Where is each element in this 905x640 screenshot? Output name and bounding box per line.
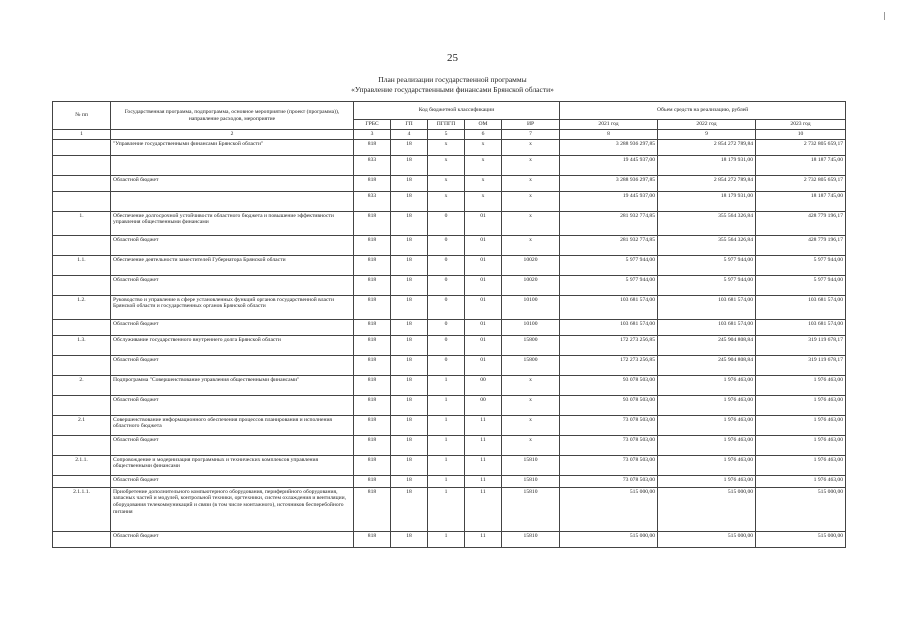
table-row xyxy=(53,435,846,455)
code-ir: х xyxy=(502,191,560,211)
row-name: Совершенствование информационного обеспечения процессов планирования и исполнения областного бюджета xyxy=(111,415,354,435)
amount-2022: 2 854 272 789,84 xyxy=(658,139,756,155)
table-row xyxy=(53,255,846,275)
amount-2021: 3 288 936 297,85 xyxy=(560,139,658,155)
page-number: 25 xyxy=(447,52,458,64)
header-2023: 2023 год xyxy=(756,120,846,130)
code-ppgp: х xyxy=(428,155,465,175)
amount-2023: 5 977 944,00 xyxy=(756,275,846,295)
code-ir: 15810 xyxy=(502,487,560,531)
row-name: Обслуживание государственного внутреннего долга Брянской области xyxy=(111,335,354,355)
code-om: 11 xyxy=(465,415,502,435)
amount-2023: 1 976 463,00 xyxy=(756,395,846,415)
header-ppgp: ПГПГП xyxy=(428,120,465,130)
code-ir: 15800 xyxy=(502,335,560,355)
table-row xyxy=(53,355,846,375)
row-number xyxy=(53,395,111,415)
code-ppgp: 0 xyxy=(428,295,465,319)
code-gp: 18 xyxy=(391,211,428,235)
code-ir: 15810 xyxy=(502,475,560,487)
row-name: Областной бюджет xyxy=(111,435,354,455)
row-name: Подпрограмма "Совершенствование управления общественными финансами" xyxy=(111,375,354,395)
amount-2021: 73 078 503,00 xyxy=(560,415,658,435)
amount-2023: 2 732 805 659,17 xyxy=(756,139,846,155)
row-number xyxy=(53,155,111,175)
code-ir: 15810 xyxy=(502,531,560,547)
code-om: 01 xyxy=(465,295,502,319)
code-ir: 15810 xyxy=(502,455,560,475)
code-ppgp: 1 xyxy=(428,531,465,547)
amount-2021: 103 681 574,00 xyxy=(560,295,658,319)
header-2021: 2021 год xyxy=(560,120,658,130)
code-ppgp: 0 xyxy=(428,211,465,235)
row-number: 1.2. xyxy=(53,295,111,319)
code-om: 01 xyxy=(465,355,502,375)
table-row xyxy=(53,235,846,255)
code-gp: 18 xyxy=(391,395,428,415)
code-grbs: 818 xyxy=(354,375,391,395)
code-grbs: 818 xyxy=(354,435,391,455)
amount-2021: 172 273 256,85 xyxy=(560,355,658,375)
column-number: 6 xyxy=(465,130,502,140)
column-number: 9 xyxy=(658,130,756,140)
code-grbs: 818 xyxy=(354,295,391,319)
code-ppgp: 1 xyxy=(428,455,465,475)
table-row xyxy=(53,319,846,335)
amount-2021: 73 078 503,00 xyxy=(560,455,658,475)
code-ir: 10020 xyxy=(502,255,560,275)
amount-2022: 1 976 463,00 xyxy=(658,415,756,435)
table-row xyxy=(53,139,846,155)
code-grbs: 818 xyxy=(354,175,391,191)
code-gp: 18 xyxy=(391,531,428,547)
row-name: Областной бюджет xyxy=(111,531,354,547)
code-gp: 18 xyxy=(391,175,428,191)
code-grbs: 818 xyxy=(354,139,391,155)
row-number: 2. xyxy=(53,375,111,395)
code-om: 01 xyxy=(465,211,502,235)
code-gp: 18 xyxy=(391,319,428,335)
amount-2021: 5 977 944,00 xyxy=(560,275,658,295)
row-name: Руководство и управление в сфере установленных функций органов государственной власти Брянской области и государственных органов Брянской области xyxy=(111,295,354,319)
header-code-group: Код бюджетной классификации xyxy=(354,102,560,120)
row-name: Обеспечение деятельности заместителей Губернатора Брянской области xyxy=(111,255,354,275)
code-om: 00 xyxy=(465,395,502,415)
amount-2021: 93 078 503,00 xyxy=(560,395,658,415)
code-ppgp: х xyxy=(428,139,465,155)
row-name: "Управление государственными финансами Брянской области" xyxy=(111,139,354,155)
code-om: х xyxy=(465,155,502,175)
row-name: Областной бюджет xyxy=(111,475,354,487)
row-name: Областной бюджет xyxy=(111,355,354,375)
amount-2021: 515 000,00 xyxy=(560,531,658,547)
code-gp: 18 xyxy=(391,475,428,487)
row-number: 2.1 xyxy=(53,415,111,435)
row-number xyxy=(53,319,111,335)
row-number xyxy=(53,275,111,295)
column-number: 10 xyxy=(756,130,846,140)
code-om: 01 xyxy=(465,255,502,275)
amount-2023: 18 187 745,00 xyxy=(756,191,846,211)
code-ir: х xyxy=(502,211,560,235)
amount-2022: 1 976 463,00 xyxy=(658,435,756,455)
amount-2022: 103 681 574,00 xyxy=(658,295,756,319)
plan-table xyxy=(52,101,846,548)
code-grbs: 818 xyxy=(354,415,391,435)
amount-2022: 355 564 326,84 xyxy=(658,235,756,255)
code-gp: 18 xyxy=(391,335,428,355)
code-ppgp: 1 xyxy=(428,395,465,415)
amount-2022: 18 179 931,00 xyxy=(658,191,756,211)
amount-2023: 428 779 196,17 xyxy=(756,235,846,255)
amount-2021: 19 445 937,00 xyxy=(560,155,658,175)
amount-2022: 245 904 808,84 xyxy=(658,355,756,375)
code-gp: 18 xyxy=(391,487,428,531)
amount-2022: 1 976 463,00 xyxy=(658,455,756,475)
code-ppgp: х xyxy=(428,175,465,191)
amount-2022: 2 854 272 789,84 xyxy=(658,175,756,191)
code-om: 01 xyxy=(465,335,502,355)
amount-2021: 73 078 503,00 xyxy=(560,435,658,455)
code-ppgp: 1 xyxy=(428,475,465,487)
code-om: 11 xyxy=(465,455,502,475)
code-gp: 18 xyxy=(391,355,428,375)
amount-2023: 2 732 805 659,17 xyxy=(756,175,846,191)
code-ir: х xyxy=(502,435,560,455)
amount-2022: 245 904 808,84 xyxy=(658,335,756,355)
code-om: х xyxy=(465,191,502,211)
code-grbs: 818 xyxy=(354,487,391,531)
code-gp: 18 xyxy=(391,155,428,175)
amount-2021: 172 273 256,85 xyxy=(560,335,658,355)
row-name: Областной бюджет xyxy=(111,275,354,295)
amount-2023: 515 000,00 xyxy=(756,531,846,547)
amount-2021: 281 932 774,85 xyxy=(560,211,658,235)
code-ppgp: 0 xyxy=(428,319,465,335)
amount-2022: 1 976 463,00 xyxy=(658,475,756,487)
code-gp: 18 xyxy=(391,139,428,155)
amount-2021: 3 288 936 297,85 xyxy=(560,175,658,191)
code-gp: 18 xyxy=(391,235,428,255)
column-number: 7 xyxy=(502,130,560,140)
code-ppgp: 1 xyxy=(428,487,465,531)
row-number xyxy=(53,435,111,455)
amount-2023: 319 119 678,17 xyxy=(756,335,846,355)
row-name: Областной бюджет xyxy=(111,395,354,415)
table-row xyxy=(53,155,846,175)
row-number xyxy=(53,235,111,255)
amount-2022: 103 681 574,00 xyxy=(658,319,756,335)
header-ir: ИР xyxy=(502,120,560,130)
code-grbs: 833 xyxy=(354,191,391,211)
row-number xyxy=(53,531,111,547)
column-number: 4 xyxy=(391,130,428,140)
code-ppgp: 0 xyxy=(428,235,465,255)
code-ir: х xyxy=(502,415,560,435)
table-row xyxy=(53,275,846,295)
code-grbs: 818 xyxy=(354,335,391,355)
amount-2023: 18 187 745,00 xyxy=(756,155,846,175)
code-grbs: 818 xyxy=(354,211,391,235)
code-gp: 18 xyxy=(391,435,428,455)
code-ir: х xyxy=(502,175,560,191)
code-ir: 10100 xyxy=(502,295,560,319)
row-number: 1.1. xyxy=(53,255,111,275)
row-number: 1.3. xyxy=(53,335,111,355)
code-grbs: 818 xyxy=(354,275,391,295)
amount-2023: 1 976 463,00 xyxy=(756,455,846,475)
amount-2023: 515 000,00 xyxy=(756,487,846,531)
code-gp: 18 xyxy=(391,255,428,275)
code-om: 11 xyxy=(465,487,502,531)
code-ir: х xyxy=(502,235,560,255)
code-grbs: 818 xyxy=(354,455,391,475)
amount-2021: 73 078 503,00 xyxy=(560,475,658,487)
amount-2023: 1 976 463,00 xyxy=(756,415,846,435)
amount-2022: 1 976 463,00 xyxy=(658,395,756,415)
code-om: 11 xyxy=(465,531,502,547)
column-number: 5 xyxy=(428,130,465,140)
amount-2021: 103 681 574,00 xyxy=(560,319,658,335)
code-grbs: 818 xyxy=(354,531,391,547)
table-row xyxy=(53,211,846,235)
header-om: ОМ xyxy=(465,120,502,130)
table-row xyxy=(53,295,846,319)
code-gp: 18 xyxy=(391,375,428,395)
code-ppgp: х xyxy=(428,191,465,211)
row-name xyxy=(111,191,354,211)
scan-mark xyxy=(884,12,885,20)
code-om: 11 xyxy=(465,475,502,487)
code-gp: 18 xyxy=(391,455,428,475)
code-ir: х xyxy=(502,155,560,175)
amount-2022: 355 564 326,84 xyxy=(658,211,756,235)
code-grbs: 818 xyxy=(354,395,391,415)
code-grbs: 833 xyxy=(354,155,391,175)
amount-2023: 319 119 678,17 xyxy=(756,355,846,375)
code-ppgp: 0 xyxy=(428,275,465,295)
code-gp: 18 xyxy=(391,415,428,435)
amount-2022: 5 977 944,00 xyxy=(658,275,756,295)
code-om: 01 xyxy=(465,275,502,295)
code-ppgp: 0 xyxy=(428,255,465,275)
row-number: 1. xyxy=(53,211,111,235)
document-title-line-2: «Управление государственными финансами Брянской области» xyxy=(351,85,554,94)
amount-2021: 5 977 944,00 xyxy=(560,255,658,275)
code-ir: х xyxy=(502,395,560,415)
code-om: 01 xyxy=(465,235,502,255)
header-amount-group: Объем средств на реализацию, рублей xyxy=(560,102,846,120)
code-grbs: 818 xyxy=(354,319,391,335)
header-name: Государственная программа, подпрограмма, основное мероприятие (проект (программа)), направление расходов, мероприятие xyxy=(111,102,354,130)
amount-2023: 103 681 574,00 xyxy=(756,295,846,319)
row-number xyxy=(53,355,111,375)
code-gp: 18 xyxy=(391,191,428,211)
amount-2021: 515 000,00 xyxy=(560,487,658,531)
amount-2022: 515 000,00 xyxy=(658,531,756,547)
header-num: № пп xyxy=(53,102,111,130)
amount-2021: 19 445 937,00 xyxy=(560,191,658,211)
row-name: Областной бюджет xyxy=(111,319,354,335)
row-name: Обеспечение долгосрочной устойчивости областного бюджета и повышение эффективности управления общественными финансами xyxy=(111,211,354,235)
table-row xyxy=(53,455,846,475)
code-grbs: 818 xyxy=(354,255,391,275)
row-number xyxy=(53,175,111,191)
code-grbs: 818 xyxy=(354,235,391,255)
amount-2021: 93 078 503,00 xyxy=(560,375,658,395)
amount-2022: 5 977 944,00 xyxy=(658,255,756,275)
amount-2022: 18 179 931,00 xyxy=(658,155,756,175)
code-ppgp: 0 xyxy=(428,335,465,355)
code-ppgp: 0 xyxy=(428,355,465,375)
code-ir: 15800 xyxy=(502,355,560,375)
code-om: х xyxy=(465,139,502,155)
code-ir: х xyxy=(502,139,560,155)
header-grbs: ГРБС xyxy=(354,120,391,130)
amount-2022: 515 000,00 xyxy=(658,487,756,531)
code-ir: 10100 xyxy=(502,319,560,335)
code-ir: 10020 xyxy=(502,275,560,295)
row-number xyxy=(53,191,111,211)
amount-2022: 1 976 463,00 xyxy=(658,375,756,395)
row-name: Сопровождение и модернизация программных и технических комплексов управления общественными финансами xyxy=(111,455,354,475)
table-row xyxy=(53,375,846,395)
code-ir: х xyxy=(502,375,560,395)
table-row xyxy=(53,395,846,415)
row-name: Приобретение дополнительного компьютерного оборудования, периферийного оборудования, запасных частей и модулей, контрольной техники, оргтехники, систем охлаждения и вентиляции, оборудования телекоммуникаций и связи (в том числе монтажного), источников бесперебойного питания xyxy=(111,487,354,531)
table-row xyxy=(53,175,846,191)
column-number: 8 xyxy=(560,130,658,140)
row-name xyxy=(111,155,354,175)
amount-2023: 103 681 574,00 xyxy=(756,319,846,335)
code-om: 01 xyxy=(465,319,502,335)
row-number xyxy=(53,475,111,487)
table-row xyxy=(53,335,846,355)
row-name: Областной бюджет xyxy=(111,175,354,191)
row-name: Областной бюджет xyxy=(111,235,354,255)
amount-2021: 281 932 774,85 xyxy=(560,235,658,255)
table-row xyxy=(53,531,846,547)
amount-2023: 428 779 196,17 xyxy=(756,211,846,235)
row-number: 2.1.1.1. xyxy=(53,487,111,531)
code-ppgp: 1 xyxy=(428,375,465,395)
amount-2023: 5 977 944,00 xyxy=(756,255,846,275)
code-gp: 18 xyxy=(391,295,428,319)
column-number: 1 xyxy=(53,130,111,140)
table-row xyxy=(53,487,846,531)
column-number-row xyxy=(53,130,846,140)
code-ppgp: 1 xyxy=(428,415,465,435)
code-om: х xyxy=(465,175,502,191)
code-om: 11 xyxy=(465,435,502,455)
table-row xyxy=(53,415,846,435)
row-number: 2.1.1. xyxy=(53,455,111,475)
row-number xyxy=(53,139,111,155)
table-row xyxy=(53,191,846,211)
code-grbs: 818 xyxy=(354,355,391,375)
code-om: 00 xyxy=(465,375,502,395)
amount-2023: 1 976 463,00 xyxy=(756,475,846,487)
code-gp: 18 xyxy=(391,275,428,295)
header-2022: 2022 год xyxy=(658,120,756,130)
column-number: 2 xyxy=(111,130,354,140)
column-number: 3 xyxy=(354,130,391,140)
document-title-line-1: План реализации государственной программы xyxy=(378,75,527,84)
table-row xyxy=(53,475,846,487)
code-grbs: 818 xyxy=(354,475,391,487)
amount-2023: 1 976 463,00 xyxy=(756,435,846,455)
amount-2023: 1 976 463,00 xyxy=(756,375,846,395)
header-gp: ГП xyxy=(391,120,428,130)
code-ppgp: 1 xyxy=(428,435,465,455)
